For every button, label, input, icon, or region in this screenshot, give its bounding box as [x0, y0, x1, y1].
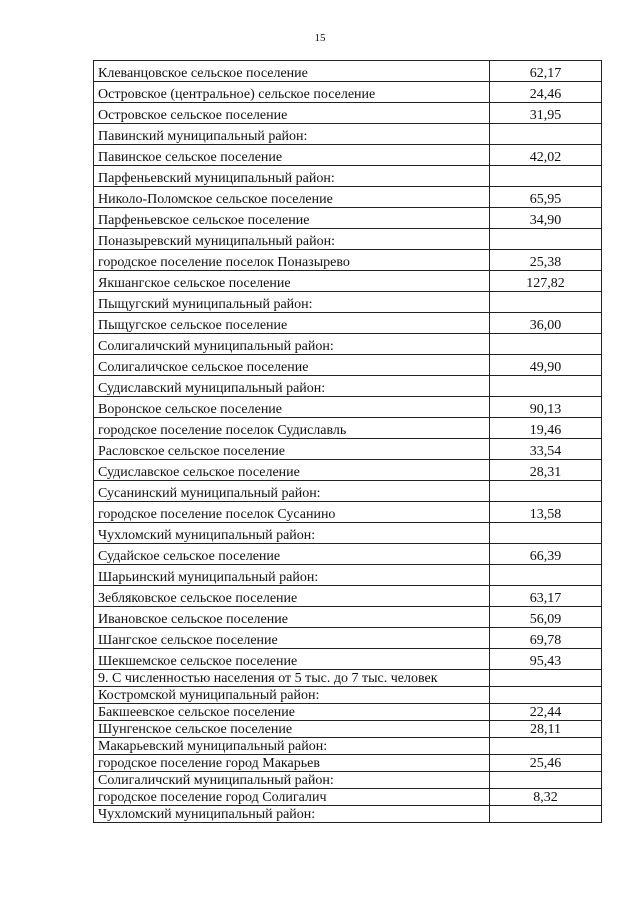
row-value	[490, 124, 602, 145]
table-row	[94, 250, 602, 271]
table-row	[94, 208, 602, 229]
page-number: 15	[314, 32, 326, 44]
row-value: 24,46	[490, 82, 602, 103]
row-name: Бакшеевское сельское поселение	[94, 704, 490, 721]
row-name: Николо-Поломское сельское поселение	[94, 187, 490, 208]
row-name: Чухломский муниципальный район:	[94, 523, 490, 544]
table-row	[94, 523, 602, 544]
row-value: 127,82	[490, 271, 602, 292]
row-name: Павинский муниципальный район:	[94, 124, 490, 145]
table-row	[94, 565, 602, 586]
row-name: Солигаличский муниципальный район:	[94, 772, 490, 789]
table-row	[94, 687, 602, 704]
table-row	[94, 670, 602, 687]
row-name: Пыщугское сельское поселение	[94, 313, 490, 334]
table-row	[94, 334, 602, 355]
row-value: 65,95	[490, 187, 602, 208]
table-row	[94, 704, 602, 721]
table-row	[94, 418, 602, 439]
row-name: Солигаличское сельское поселение	[94, 355, 490, 376]
row-value: 69,78	[490, 628, 602, 649]
row-name: Якшангское сельское поселение	[94, 271, 490, 292]
row-value: 8,32	[490, 789, 602, 806]
table-row	[94, 738, 602, 755]
row-name: Макарьевский муниципальный район:	[94, 738, 490, 755]
row-value: 13,58	[490, 502, 602, 523]
row-value: 22,44	[490, 704, 602, 721]
row-value	[490, 565, 602, 586]
row-value: 36,00	[490, 313, 602, 334]
table-row	[94, 721, 602, 738]
table-row	[94, 439, 602, 460]
row-value: 63,17	[490, 586, 602, 607]
row-name: Шекшемское сельское поселение	[94, 649, 490, 670]
row-value	[490, 481, 602, 502]
table-row	[94, 145, 602, 166]
row-name: Сусанинский муниципальный район:	[94, 481, 490, 502]
row-name: Судиславское сельское поселение	[94, 460, 490, 481]
row-name: Воронское сельское поселение	[94, 397, 490, 418]
table-row	[94, 313, 602, 334]
row-value: 90,13	[490, 397, 602, 418]
table-row	[94, 481, 602, 502]
row-value: 49,90	[490, 355, 602, 376]
row-name: Шунгенское сельское поселение	[94, 721, 490, 738]
row-name: городское поселение поселок Поназырево	[94, 250, 490, 271]
table-row	[94, 544, 602, 565]
table-row	[94, 772, 602, 789]
row-name: городское поселение поселок Сусанино	[94, 502, 490, 523]
row-name: Павинское сельское поселение	[94, 145, 490, 166]
row-value: 42,02	[490, 145, 602, 166]
row-name: Островское сельское поселение	[94, 103, 490, 124]
row-value: 25,46	[490, 755, 602, 772]
row-value	[490, 806, 602, 823]
row-name: Чухломский муниципальный район:	[94, 806, 490, 823]
row-name: городское поселение поселок Судиславль	[94, 418, 490, 439]
row-value: 28,31	[490, 460, 602, 481]
table-row	[94, 229, 602, 250]
row-name: Судиславский муниципальный район:	[94, 376, 490, 397]
table-row	[94, 586, 602, 607]
table-row	[94, 502, 602, 523]
data-table-body	[94, 61, 602, 823]
row-value	[490, 292, 602, 313]
row-value: 33,54	[490, 439, 602, 460]
row-name: Расловское сельское поселение	[94, 439, 490, 460]
row-value: 25,38	[490, 250, 602, 271]
row-name: Шарьинский муниципальный район:	[94, 565, 490, 586]
row-value	[490, 376, 602, 397]
table-row	[94, 166, 602, 187]
row-name: Зебляковское сельское поселение	[94, 586, 490, 607]
row-value	[490, 670, 602, 687]
table-row	[94, 355, 602, 376]
row-value: 28,11	[490, 721, 602, 738]
row-name: Поназыревский муниципальный район:	[94, 229, 490, 250]
table-row	[94, 82, 602, 103]
row-name: Костромской муниципальный район:	[94, 687, 490, 704]
row-value: 31,95	[490, 103, 602, 124]
table-row	[94, 460, 602, 481]
row-name: Клеванцовское сельское поселение	[94, 61, 490, 82]
row-name: Парфеньевское сельское поселение	[94, 208, 490, 229]
row-name: Пыщугский муниципальный район:	[94, 292, 490, 313]
table-row	[94, 607, 602, 628]
table-row	[94, 649, 602, 670]
row-name: городское поселение город Макарьев	[94, 755, 490, 772]
row-value: 95,43	[490, 649, 602, 670]
table-row	[94, 397, 602, 418]
row-value	[490, 334, 602, 355]
table-row	[94, 789, 602, 806]
row-value: 34,90	[490, 208, 602, 229]
row-name: Судайское сельское поселение	[94, 544, 490, 565]
row-value: 19,46	[490, 418, 602, 439]
row-value	[490, 687, 602, 704]
table-row	[94, 806, 602, 823]
table-row	[94, 187, 602, 208]
row-name: Шангское сельское поселение	[94, 628, 490, 649]
row-name: городское поселение город Солигалич	[94, 789, 490, 806]
row-value	[490, 738, 602, 755]
row-name: Островское (центральное) сельское поселение	[94, 82, 490, 103]
table-row	[94, 376, 602, 397]
table-row	[94, 755, 602, 772]
row-value	[490, 166, 602, 187]
row-value: 56,09	[490, 607, 602, 628]
table-row	[94, 124, 602, 145]
table-row	[94, 628, 602, 649]
row-value	[490, 523, 602, 544]
row-value: 66,39	[490, 544, 602, 565]
row-name: Ивановское сельское поселение	[94, 607, 490, 628]
table-row	[94, 292, 602, 313]
row-value	[490, 772, 602, 789]
row-name: 9. С численностью населения от 5 тыс. до 7 тыс. человек	[94, 670, 490, 687]
row-name: Парфеньевский муниципальный район:	[94, 166, 490, 187]
table-row	[94, 61, 602, 82]
table-row	[94, 271, 602, 292]
row-value	[490, 229, 602, 250]
table-row	[94, 103, 602, 124]
data-table	[93, 60, 602, 823]
row-name: Солигаличский муниципальный район:	[94, 334, 490, 355]
row-value: 62,17	[490, 61, 602, 82]
